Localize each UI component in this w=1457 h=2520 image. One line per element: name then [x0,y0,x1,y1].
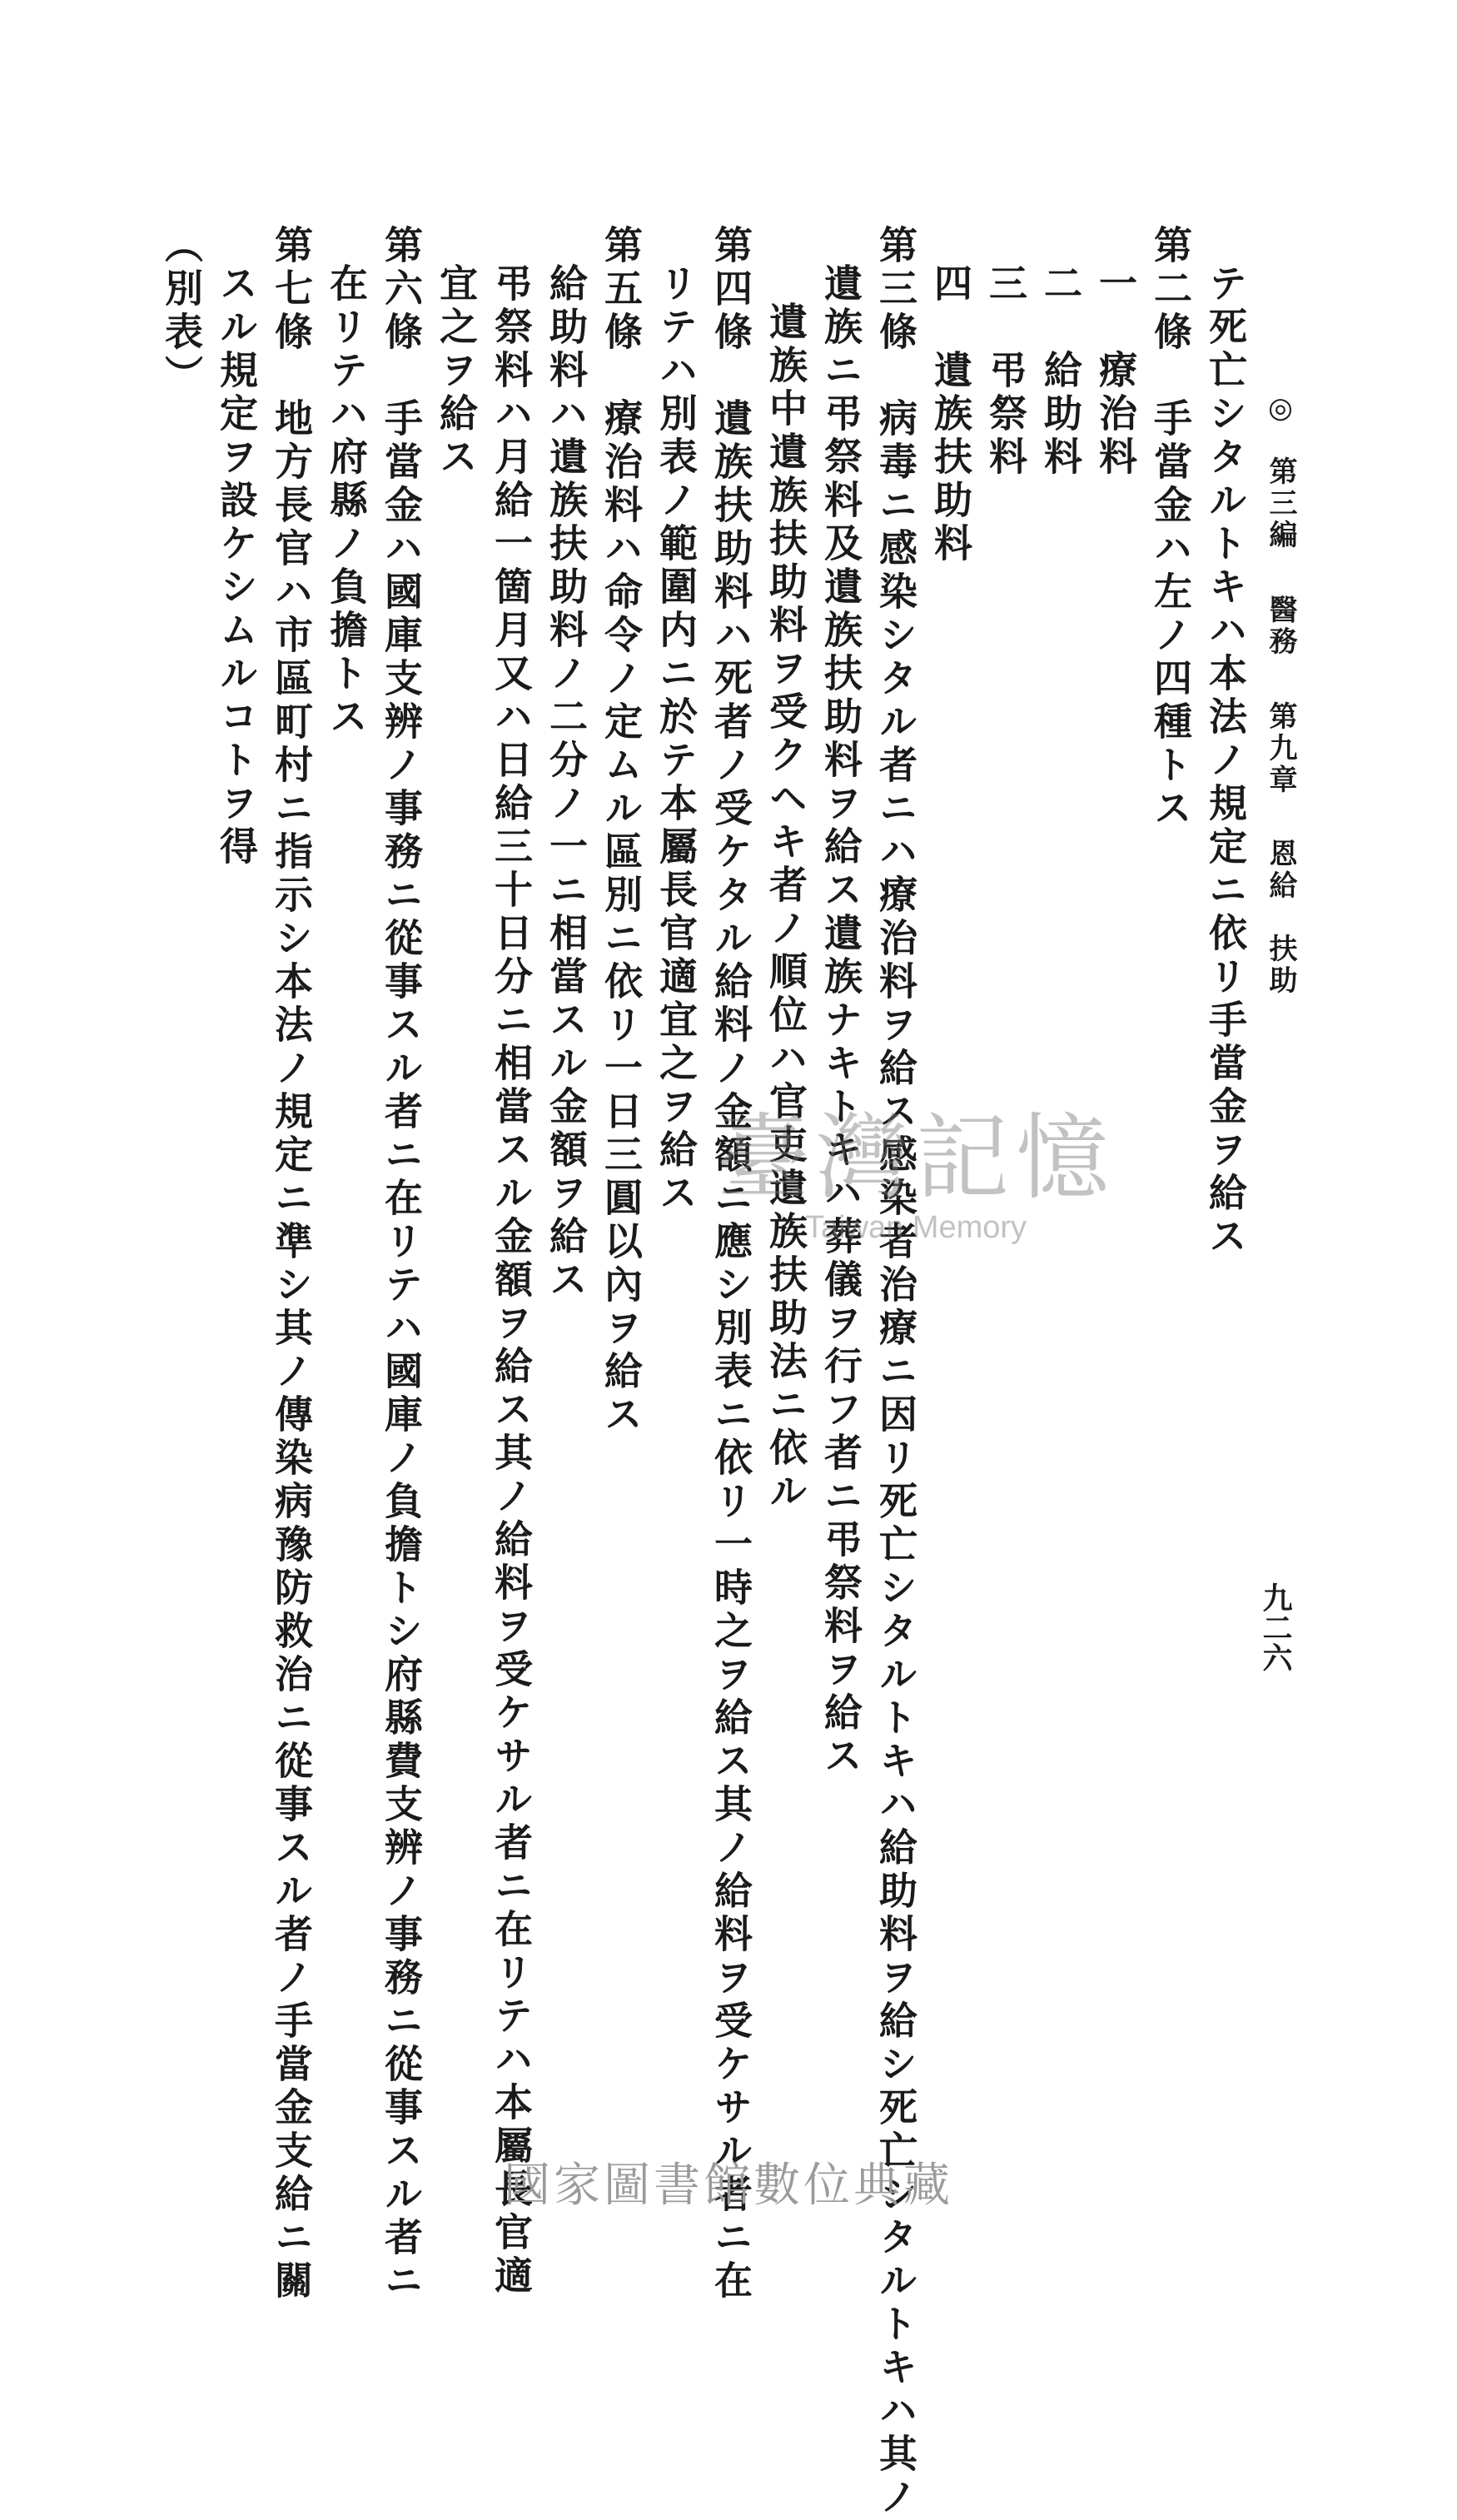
text-line: 遺族ニ弔祭料及遺族扶助料ヲ給ス遺族ナキトキハ葬儀ヲ行フ者ニ弔祭料ヲ給ス [818,263,863,1779]
watermark-english: Taiwan Memory [804,1210,1027,1246]
page-number: 九二六 [1258,1582,1293,1672]
list-item-1: 一 療治料 [1093,263,1138,480]
article-7: 第七條 地方長官ハ市區町村ニ指示シ本法ノ規定ニ準シ其ノ傳染病豫防救治ニ從事スル者ノ手當金支給ニ關 [269,225,314,2303]
appendix-label: （別表） [159,225,204,398]
article-6: 第六條 手當金ハ國庫支辨ノ事務ニ從事スル者ニ在リテハ國庫ノ負擔トシ府縣費支辨ノ事務ニ從事スル者ニ [379,225,424,2303]
text-line: スル規定ヲ設ケシムルコトヲ得 [214,263,259,869]
watermark-chinese: 臺灣記憶 [716,1104,1116,1213]
text-line: 遺族中遺族扶助料ヲ受クヘキ者ノ順位ハ官吏遺族扶助法ニ依ル [763,301,808,1514]
list-item-4: 四 遺族扶助料 [928,263,973,566]
watermark-logo [716,1104,1116,1246]
header-topic: 恩給 扶助 [1264,839,1297,998]
header-section: 醫務 [1264,594,1297,658]
header-part: 第三編 [1264,456,1297,551]
footer-credit: 國家圖書館數位典藏 [504,2159,953,2213]
text-line: テ死亡シタルトキハ本法ノ規定ニ依リ手當金ヲ給ス [1203,263,1248,1259]
list-item-2: 二 給助料 [1038,263,1083,480]
text-line: 弔祭料ハ月給一箇月又ハ日給三十日分ニ相當スル金額ヲ給ス其ノ給料ヲ受ケサル者ニ在リテハ本屬長官適 [489,263,534,2298]
list-item-3: 三 弔祭料 [983,263,1028,480]
text-line: 在リテハ府縣ノ負擔トス [324,263,369,740]
text-line: 宜之ヲ給ス [434,263,479,480]
article-3: 第三條 病毒ニ感染シタル者ニハ療治料ヲ給ス感染者治療ニ因リ死亡シタルトキハ給助料ヲ給シ死亡シタルトキハ其ノ [873,225,918,2520]
article-2: 第二條 手當金ハ左ノ四種トス [1148,225,1193,831]
text-line: リテハ別表ノ範圍内ニ於テ本屬長官適宜之ヲ給ス [654,263,699,1216]
running-header [1266,391,1295,1027]
text-line: 給助料ハ遺族扶助料ノ二分ノ一ニ相當スル金額ヲ給ス [544,263,589,1302]
header-chapter: 第九章 [1264,700,1297,796]
article-4: 第四條 遺族扶助料ハ死者ノ受ケタル給料ノ金額ニ應シ別表ニ依リ一時之ヲ給ス其ノ給料ヲ受ケサル者ニ在 [709,225,753,2303]
article-5: 第五條 療治料ハ命令ノ定ムル區別ニ依リ一日三圓以內ヲ給ス [599,225,644,1437]
header-mark: ◎ [1264,391,1297,428]
